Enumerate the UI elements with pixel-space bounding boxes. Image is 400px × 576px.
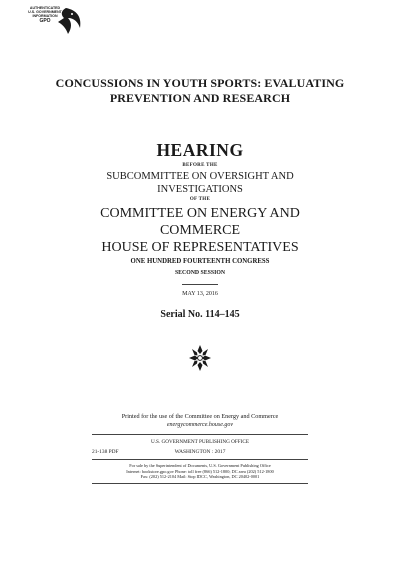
committee-line-3: HOUSE OF REPRESENTATIVES (101, 240, 299, 255)
subcommittee-line-1: SUBCOMMITTEE ON OVERSIGHT AND (106, 171, 294, 182)
session-label: SECOND SESSION (174, 270, 226, 276)
publication-info-row (92, 449, 308, 457)
sale-line-2: Internet: bookstore.gpo.gov Phone: toll free (866) 512-1800; DC area (202) 512-1800 (126, 468, 274, 474)
hearing-date: MAY 13, 2016 (182, 291, 218, 297)
seal-line-3: INFORMATION (32, 14, 58, 19)
gpo-ornament-icon (187, 343, 213, 373)
committee-line-1: COMMITTEE ON ENERGY AND (100, 206, 300, 221)
sale-information (0, 463, 400, 480)
committee-line-2: COMMERCE (159, 223, 241, 238)
before-the-label: BEFORE THE (182, 163, 218, 168)
sale-line-1: For sale by the Superintendent of Documents, U.S. Government Publishing Office (129, 463, 271, 468)
hearing-heading: HEARING (156, 140, 244, 160)
seal-mark: GPO (39, 17, 51, 24)
serial-number: Serial No. 114–145 (160, 309, 240, 320)
subcommittee-name (0, 170, 400, 196)
bottom-divider-rule (92, 483, 308, 484)
office-divider-rule (92, 434, 308, 435)
seal-line-1: AUTHENTICATED (29, 6, 61, 10)
divider-rule (182, 284, 218, 285)
hearing-title (0, 76, 400, 106)
footer-divider-rule (92, 459, 308, 460)
title-line-1: CONCUSSIONS IN YOUTH SPORTS: EVALUATING (55, 76, 345, 90)
printed-for-statement: Printed for the use of the Committee on Energy and Commerce (121, 413, 279, 420)
committee-website: energycommerce.house.gov (166, 422, 234, 428)
publication-location: WASHINGTON : 2017 (174, 449, 226, 455)
document-number: 21-138 PDF (92, 449, 119, 455)
seal-line-2: U.S. GOVERNMENT (28, 10, 62, 15)
subcommittee-line-2: INVESTIGATIONS (157, 184, 243, 195)
sale-line-3: Fax: (202) 512-2104 Mail: Stop IDCC, Washington, DC 20402-0001 (140, 474, 260, 479)
of-the-label: OF THE (189, 197, 211, 202)
gpo-authentication-seal (20, 6, 90, 38)
eagle-icon (20, 6, 90, 38)
congress-label: ONE HUNDRED FOURTEENTH CONGRESS (130, 258, 270, 265)
title-line-2: PREVENTION AND RESEARCH (109, 91, 291, 105)
publishing-office: U.S. GOVERNMENT PUBLISHING OFFICE (150, 439, 250, 445)
committee-name (0, 205, 400, 256)
